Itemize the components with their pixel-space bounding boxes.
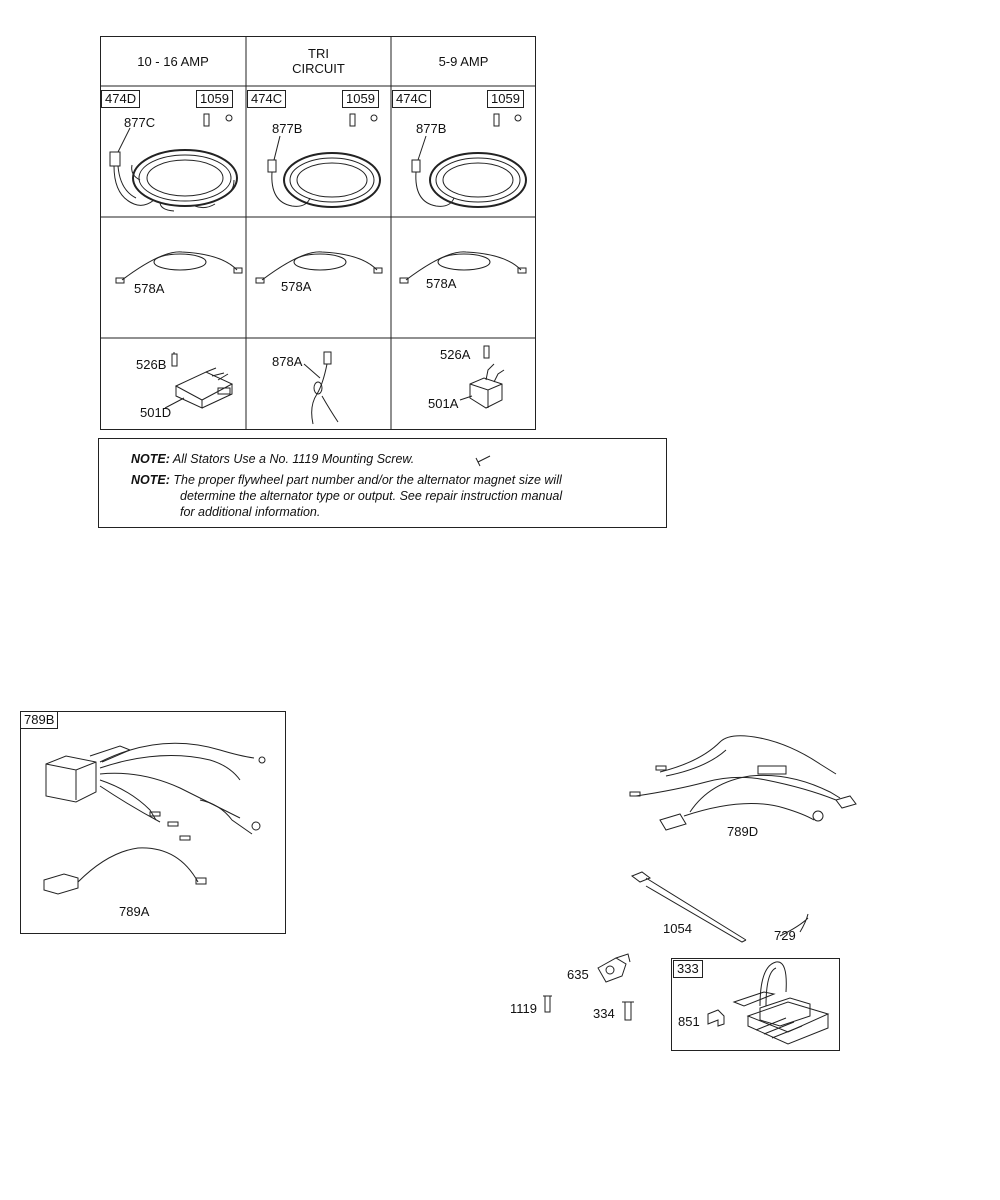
ref-1059-tag: 1059 xyxy=(342,90,379,108)
note-1-text: All Stators Use a No. 1119 Mounting Screw. xyxy=(172,452,415,466)
ref-578a-label: 578A xyxy=(281,279,312,294)
ref-635-label: 635 xyxy=(567,967,589,982)
column-header-5-9-amp: 5-9 AMP xyxy=(438,54,489,69)
ref-1119-label: 1119 xyxy=(510,1001,537,1016)
ref-851-label: 851 xyxy=(678,1014,700,1029)
ref-789d-label: 789D xyxy=(727,824,759,839)
ref-1059-tag: 1059 xyxy=(487,90,524,108)
ref-526a-label: 526A xyxy=(440,347,471,362)
note-2-text-line-1: The proper flywheel part number and/or the alternator magnet size will xyxy=(173,473,562,487)
ref-474c-tag: 474C xyxy=(247,90,286,108)
ref-878a-label: 878A xyxy=(272,354,303,369)
ref-789a-label: 789A xyxy=(119,904,150,919)
column-header-tri-circuit: TRI CIRCUIT xyxy=(292,46,345,76)
ref-526b-label: 526B xyxy=(136,357,167,372)
ref-474d-tag: 474D xyxy=(101,90,140,108)
note-2-text-line-3: for additional information. xyxy=(180,505,321,519)
note-2-text-line-2: determine the alternator type or output. See repair instruction manual xyxy=(180,489,563,503)
ref-578a-label: 578A xyxy=(426,276,457,291)
note-label: NOTE: xyxy=(131,473,170,487)
ref-501a-label: 501A xyxy=(428,396,459,411)
ref-877b-label: 877B xyxy=(272,121,303,136)
column-header-10-16-amp: 10 - 16 AMP xyxy=(137,54,209,69)
ref-578a-label: 578A xyxy=(134,281,165,296)
ref-789b-tag: 789B xyxy=(20,711,58,729)
ref-334-label: 334 xyxy=(593,1006,615,1021)
ref-1054-label: 1054 xyxy=(663,921,692,936)
ref-1059-tag: 1059 xyxy=(196,90,233,108)
note-label: NOTE: xyxy=(131,452,170,466)
ref-474c-tag: 474C xyxy=(392,90,431,108)
ref-729-label: 729 xyxy=(774,928,796,943)
ref-501d-label: 501D xyxy=(140,405,172,420)
ref-877c-label: 877C xyxy=(124,115,156,130)
ref-877b-label: 877B xyxy=(416,121,447,136)
ref-333-tag: 333 xyxy=(673,960,703,978)
